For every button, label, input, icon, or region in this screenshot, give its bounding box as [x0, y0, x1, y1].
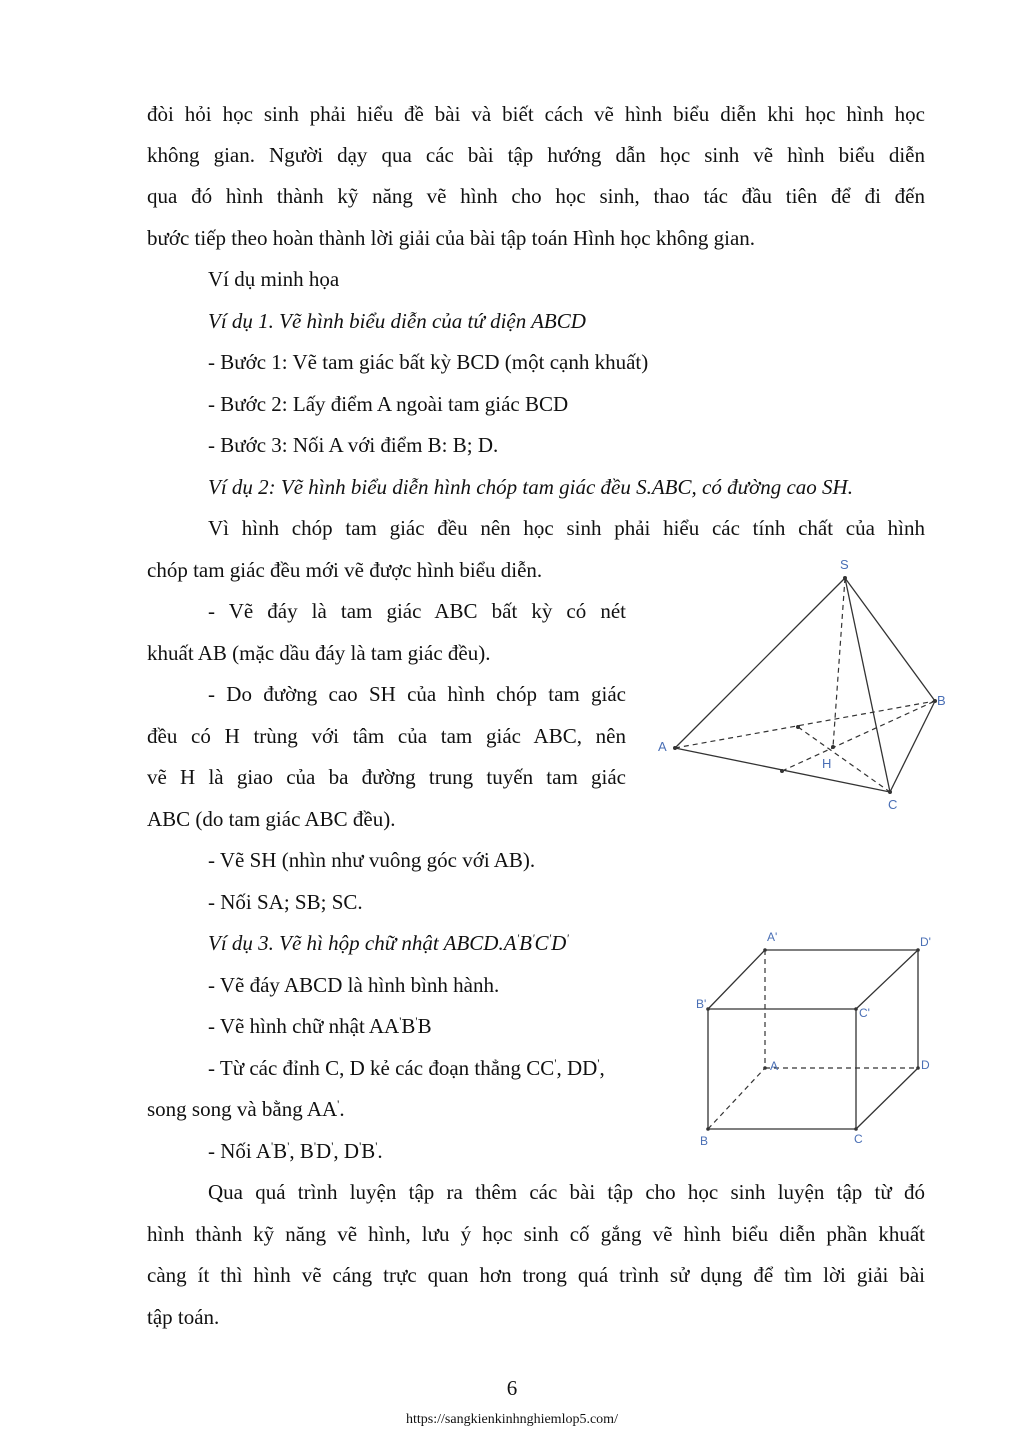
- paragraph-line: qua đó hình thành kỹ năng vẽ hình cho học sinh, thao tác đầu tiên để đi đến: [147, 184, 925, 208]
- step-text: - Nối A: [208, 1139, 271, 1163]
- step-text: , DD: [556, 1056, 598, 1080]
- vertex-label-a: A: [770, 1059, 779, 1073]
- prime-mark: ': [548, 931, 552, 945]
- example3-step: [208, 1054, 605, 1082]
- conclusion-line: hình thành kỹ năng vẽ hình, lưu ý học sinh cố gắng vẽ hình biểu diễn phần khuất: [147, 1222, 925, 1246]
- example3-step: [208, 1137, 383, 1165]
- vertex-label-c: C: [888, 797, 898, 812]
- footer-url[interactable]: https://sangkienkinhnghiemlop5.com/: [406, 1412, 618, 1427]
- example2-intro: Vì hình chóp tam giác đều nên học sinh phải hiểu các tính chất của hình: [208, 516, 925, 540]
- prime-mark: ': [516, 931, 520, 945]
- example2-step: đều có H trùng với tâm của tam giác ABC, nên: [147, 724, 626, 748]
- prime-mark: ': [415, 1014, 418, 1028]
- title-part: C: [534, 931, 549, 955]
- prime-mark: ': [531, 931, 535, 945]
- vertex-label-b1: B': [696, 997, 707, 1011]
- step-text: D: [316, 1139, 332, 1163]
- step-text: B: [417, 1014, 432, 1038]
- prime-mark: ': [375, 1139, 378, 1153]
- example1-title: Ví dụ 1. Vẽ hình biểu diễn của tứ diện ABCD: [208, 309, 586, 333]
- prime-mark: ': [566, 931, 569, 945]
- example2-intro: chóp tam giác đều mới vẽ được hình biểu diễn.: [147, 558, 543, 582]
- prime-mark: ': [313, 1139, 317, 1153]
- step-text: ,: [599, 1056, 605, 1080]
- prime-mark: ': [359, 1139, 362, 1153]
- paragraph-line: bước tiếp theo hoàn thành lời giải của bài tập toán Hình học không gian.: [147, 226, 756, 250]
- paragraph-line: không gian. Người dạy qua các bài tập hướng dẫn học sinh vẽ hình biểu diễn: [147, 143, 925, 167]
- example1-step: - Bước 3: Nối A với điểm B: B; D.: [208, 433, 499, 457]
- pyramid-figure: [650, 555, 960, 815]
- vertex-label-d: D: [921, 1058, 930, 1072]
- example3-title: [208, 929, 569, 957]
- box-figure: [690, 925, 950, 1155]
- example2-step: khuất AB (mặc dầu đáy là tam giác đều).: [147, 641, 491, 665]
- prime-mark: ': [271, 1139, 274, 1153]
- prime-mark: ': [287, 1139, 290, 1153]
- title-part: D: [551, 931, 567, 955]
- step-text: song song và bằng AA: [147, 1097, 338, 1121]
- example2-step: - Do đường cao SH của hình chóp tam giác: [208, 682, 626, 706]
- example2-step: vẽ H là giao của ba đường trung tuyến tam giác: [147, 765, 626, 789]
- example-heading: Ví dụ minh họa: [208, 267, 340, 291]
- example1-step: - Bước 1: Vẽ tam giác bất kỳ BCD (một cạnh khuất): [208, 350, 649, 374]
- prime-mark: ': [554, 1056, 557, 1070]
- step-text: B: [361, 1139, 376, 1163]
- example2-title: Ví dụ 2: Vẽ hình biểu diễn hình chóp tam giác đều S.ABC, có đường cao SH.: [208, 475, 853, 499]
- example2-step: - Nối SA; SB; SC.: [208, 890, 363, 914]
- conclusion-line: càng ít thì hình vẽ cáng trực quan hơn trong quá trình sử dụng để tìm lời giải bài: [147, 1263, 925, 1287]
- step-text: - Vẽ hình chữ nhật AA: [208, 1014, 400, 1038]
- vertex-label-c1: C': [859, 1006, 870, 1020]
- example3-step: [208, 1012, 432, 1040]
- title-part: B: [519, 931, 532, 955]
- prime-mark: ': [337, 1097, 340, 1111]
- example2-step: - Vẽ SH (nhìn như vuông góc với AB).: [208, 848, 536, 872]
- vertex-label-c: C: [854, 1132, 863, 1146]
- example2-step: ABC (do tam giác ABC đều).: [147, 807, 396, 831]
- paragraph-line: đòi hỏi học sinh phải hiểu đề bài và biết cách vẽ hình biểu diễn khi học hình học: [147, 102, 925, 126]
- step-text: .: [339, 1097, 345, 1121]
- example3-step: - Vẽ đáy ABCD là hình bình hành.: [208, 973, 500, 997]
- step-text: , B: [289, 1139, 314, 1163]
- vertex-label-b: B: [937, 693, 946, 708]
- vertex-label-s: S: [840, 557, 849, 572]
- step-text: .: [377, 1139, 383, 1163]
- page-number: 6: [506, 1376, 518, 1400]
- example3-step: [147, 1095, 345, 1123]
- prime-mark: ': [399, 1014, 402, 1028]
- title-text: Ví dụ 3. Vẽ hì hộp chữ nhật ABCD.A: [208, 931, 517, 955]
- step-text: - Từ các đỉnh C, D kẻ các đoạn thẳng CC: [208, 1056, 555, 1080]
- step-text: , D: [333, 1139, 360, 1163]
- conclusion-line: tập toán.: [147, 1305, 220, 1329]
- vertex-label-b: B: [700, 1134, 709, 1148]
- vertex-label-d1: D': [920, 935, 931, 949]
- prime-mark: ': [331, 1139, 334, 1153]
- vertex-label-a1: A': [767, 930, 778, 944]
- conclusion-line: Qua quá trình luyện tập ra thêm các bài tập cho học sinh luyện tập từ đó: [208, 1180, 925, 1204]
- prime-mark: ': [597, 1056, 600, 1070]
- step-text: B: [273, 1139, 288, 1163]
- step-text: B: [401, 1014, 416, 1038]
- vertex-label-h: H: [822, 756, 832, 771]
- vertex-label-a: A: [658, 739, 667, 754]
- example1-step: - Bước 2: Lấy điểm A ngoài tam giác BCD: [208, 392, 569, 416]
- example2-step: - Vẽ đáy là tam giác ABC bất kỳ có nét: [208, 599, 626, 623]
